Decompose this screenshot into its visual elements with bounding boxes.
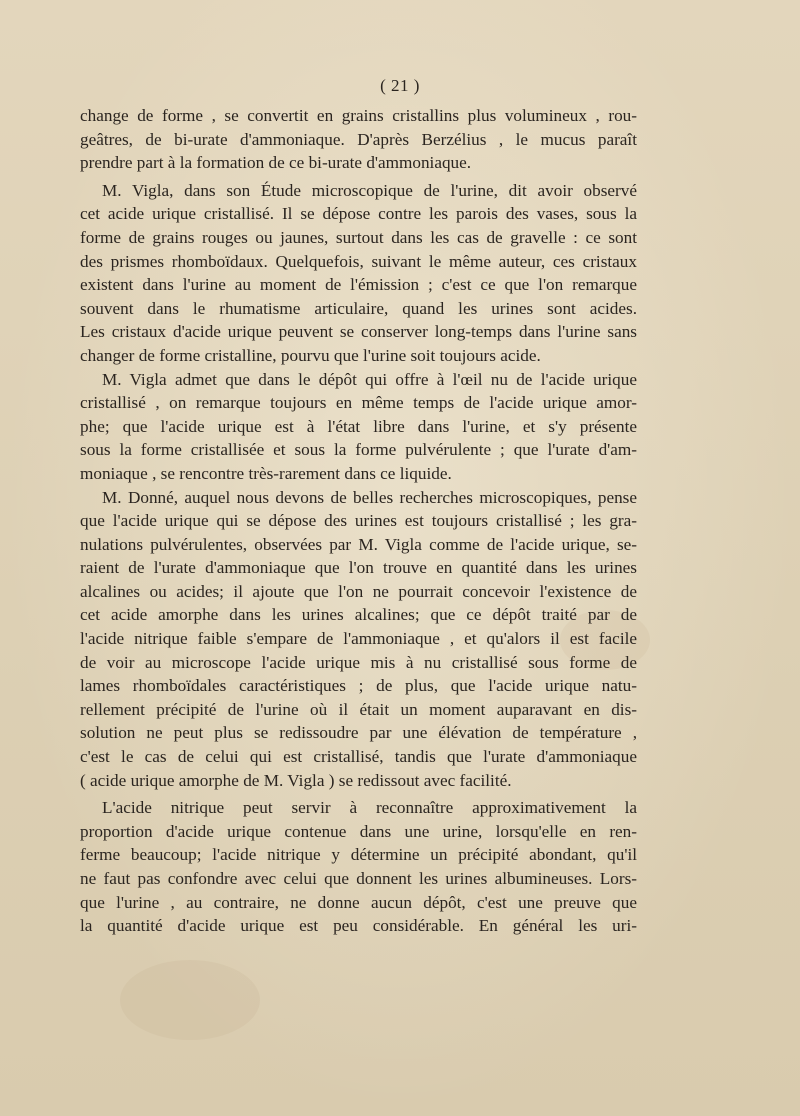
text-line: sous la forme cristallisée et sous la forme pulvérulente ; que l'urate d'am-: [80, 440, 637, 460]
text-line: geâtres, de bi-urate d'ammoniaque. D'après Berzélius , le mucus paraît: [80, 129, 637, 149]
text-line: cet acide urique cristallisé. Il se dépose contre les parois des vases, sous la: [80, 204, 637, 224]
text-line: des prismes rhomboïdaux. Quelquefois, suivant le même auteur, ces cristaux: [80, 251, 637, 271]
text-line: que l'urine , au contraire, ne donne aucun dépôt, c'est une preuve que: [80, 892, 637, 912]
paper-stain: [120, 960, 260, 1040]
text-line: changer de forme cristalline, pourvu que l'urine soit toujours acide.: [80, 345, 541, 365]
text-line: Les cristaux d'acide urique peuvent se conserver long-temps dans l'urine sans: [80, 322, 637, 342]
text-line: ( acide urique amorphe de M. Vigla ) se redissout avec facilité.: [80, 770, 512, 790]
paragraph-start-line: M. Donné, auquel nous devons de belles recherches microscopiques, pense: [102, 487, 637, 507]
text-line: rellement précipité de l'urine où il était un moment auparavant en dis-: [80, 699, 637, 719]
paragraph-start-line: M. Vigla admet que dans le dépôt qui offre à l'œil nu de l'acide urique: [102, 369, 637, 389]
text-line: moniaque , se rencontre très-rarement dans ce liquide.: [80, 463, 452, 483]
text-line: c'est le cas de celui qui est cristallisé, tandis que l'urate d'ammoniaque: [80, 747, 637, 767]
text-line: lames rhomboïdales caractéristiques ; de plus, que l'acide urique natu-: [80, 676, 637, 696]
text-line: cristallisé , on remarque toujours en même temps de l'acide urique amor-: [80, 393, 637, 413]
text-line: l'acide nitrique faible s'empare de l'ammoniaque , et qu'alors il est facile: [80, 629, 637, 649]
text-line: change de forme , se convertit en grains cristallins plus volumineux , rou-: [80, 106, 637, 125]
paragraph-start-line: M. Vigla, dans son Étude microscopique de l'urine, dit avoir observé: [102, 180, 637, 200]
text-line: prendre part à la formation de ce bi-urate d'ammoniaque.: [80, 153, 472, 173]
text-line: ferme beaucoup; l'acide nitrique y détermine un précipité abondant, qu'il: [80, 845, 637, 865]
text-line: souvent dans le rhumatisme articulaire, quand les urines sont acides.: [80, 298, 637, 318]
text-line: forme de grains rouges ou jaunes, surtout dans les cas de gravelle : ce sont: [80, 227, 637, 247]
text-line: ne faut pas confondre avec celui que donnent les urines albumineuses. Lors-: [80, 869, 637, 888]
text-line: nulations pulvérulentes, observées par M. Vigla comme de l'acide urique, se-: [80, 534, 637, 554]
body-text: [80, 104, 637, 938]
text-line: la quantité d'acide urique est peu considérable. En général les uri-: [80, 916, 637, 936]
text-line: proportion d'acide urique contenue dans une urine, lorsqu'elle en ren-: [80, 821, 637, 841]
text-line: alcalines ou acides; il ajoute que l'on ne pourrait concevoir l'existence de: [80, 581, 637, 601]
page-number: ( 21 ): [380, 76, 420, 95]
text-line: raient de l'urate d'ammoniaque que l'on trouve en quantité dans les urines: [80, 558, 637, 578]
text-line: phe; que l'acide urique est à l'état libre dans l'urine, et s'y présente: [80, 416, 637, 436]
text-line: existent dans l'urine au moment de l'émission ; c'est ce que l'on remarque: [80, 275, 637, 295]
paragraph-start-line: L'acide nitrique peut servir à reconnaître approximativement la: [102, 798, 637, 818]
text-line: cet acide amorphe dans les urines alcalines; que ce dépôt traité par de: [80, 605, 637, 625]
text-line: que l'acide urique qui se dépose des urines est toujours cristallisé ; les gra-: [80, 511, 637, 531]
text-line: solution ne peut plus se redissoudre par une élévation de température ,: [80, 723, 637, 743]
text-line: de voir au microscope l'acide urique mis à nu cristallisé sous forme de: [80, 652, 637, 672]
